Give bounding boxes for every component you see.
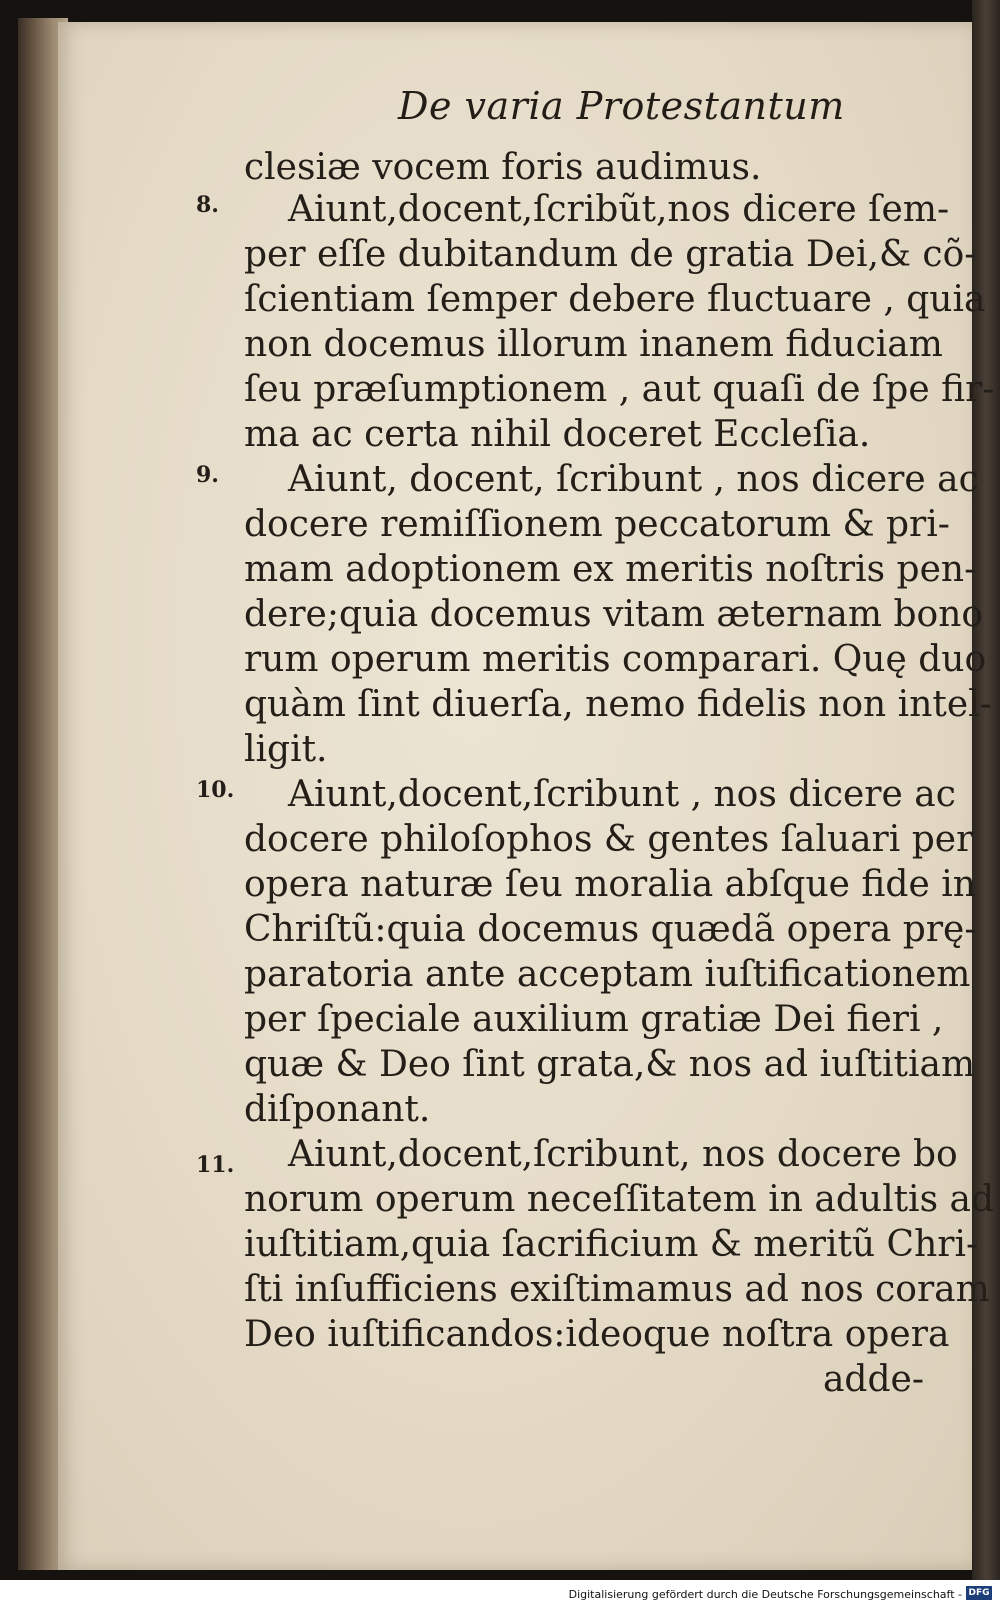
text-line: non docemus illorum inanem fiduciam (244, 324, 943, 365)
paragraph-number: 8. (196, 192, 219, 218)
paragraph-number: 11. (196, 1152, 235, 1178)
text-line: norum operum neceſſitatem in adultis ad (244, 1179, 994, 1220)
text-line: ſti inſufficiens exiſtimamus ad nos coram (244, 1269, 990, 1310)
text-line: diſponant. (244, 1089, 431, 1130)
text-line: per eſſe dubitandum de gratia Dei,& cõ- (244, 234, 977, 275)
book-page (58, 22, 995, 1570)
text-line: dere;quia docemus vitam æternam bono (244, 594, 984, 635)
text-line: ſcientiam ſemper debere fluctuare , quia (244, 279, 986, 320)
text-line: paratoria ante acceptam iuſtificationem (244, 954, 971, 995)
text-line: per ſpeciale auxilium gratiæ Dei fieri , (244, 999, 944, 1040)
text-line: Aiunt,docent,ſcribunt, nos docere bo (288, 1134, 958, 1175)
text-line: opera naturæ ſeu moralia abſque fide in (244, 864, 976, 905)
text-line: Chriſtũ:quia docemus quædã opera prę- (244, 909, 977, 950)
text-line: ligit. (244, 729, 328, 770)
text-line: docere philoſophos & gentes ſaluari per (244, 819, 974, 860)
running-head: De varia Protestantum (398, 84, 845, 128)
text-line: docere remiſſionem peccatorum & pri- (244, 504, 950, 545)
text-line: quàm ſint diuerſa, nemo fidelis non intel- (244, 684, 992, 725)
text-line: iuſtitiam,quia ſacrificium & meritũ Chri- (244, 1224, 979, 1265)
digitization-credit: Digitalisierung gefördert durch die Deutsche Forschungsgemeinschaft - (568, 1588, 962, 1601)
text-line: Aiunt,docent,ſcribunt , nos dicere ac (288, 774, 956, 815)
paragraph-number: 10. (196, 777, 235, 803)
text-line: mam adoptionem ex meritis noſtris pen- (244, 549, 977, 590)
dfg-logo-icon: DFG (966, 1586, 992, 1600)
paragraph-number: 9. (196, 462, 219, 488)
text-line: ſeu præſumptionem , aut quaſi de ſpe fir- (244, 369, 995, 410)
text-line: ma ac certa nihil doceret Eccleſia. (244, 414, 871, 455)
catchword: adde- (822, 1359, 924, 1400)
text-line: clesiæ vocem foris audimus. (244, 147, 762, 188)
text-line: Aiunt, docent, ſcribunt , nos dicere ac (288, 459, 979, 500)
text-line: Aiunt,docent,ſcribũt,nos dicere ſem- (288, 189, 950, 230)
text-line: quæ & Deo ſint grata,& nos ad iuſtitiam (244, 1044, 976, 1085)
text-line: Deo iuſtificandos:ideoque noſtra opera (244, 1314, 950, 1355)
text-line: rum operum meritis comparari. Quę duo (244, 639, 987, 680)
page-text (58, 22, 995, 1570)
